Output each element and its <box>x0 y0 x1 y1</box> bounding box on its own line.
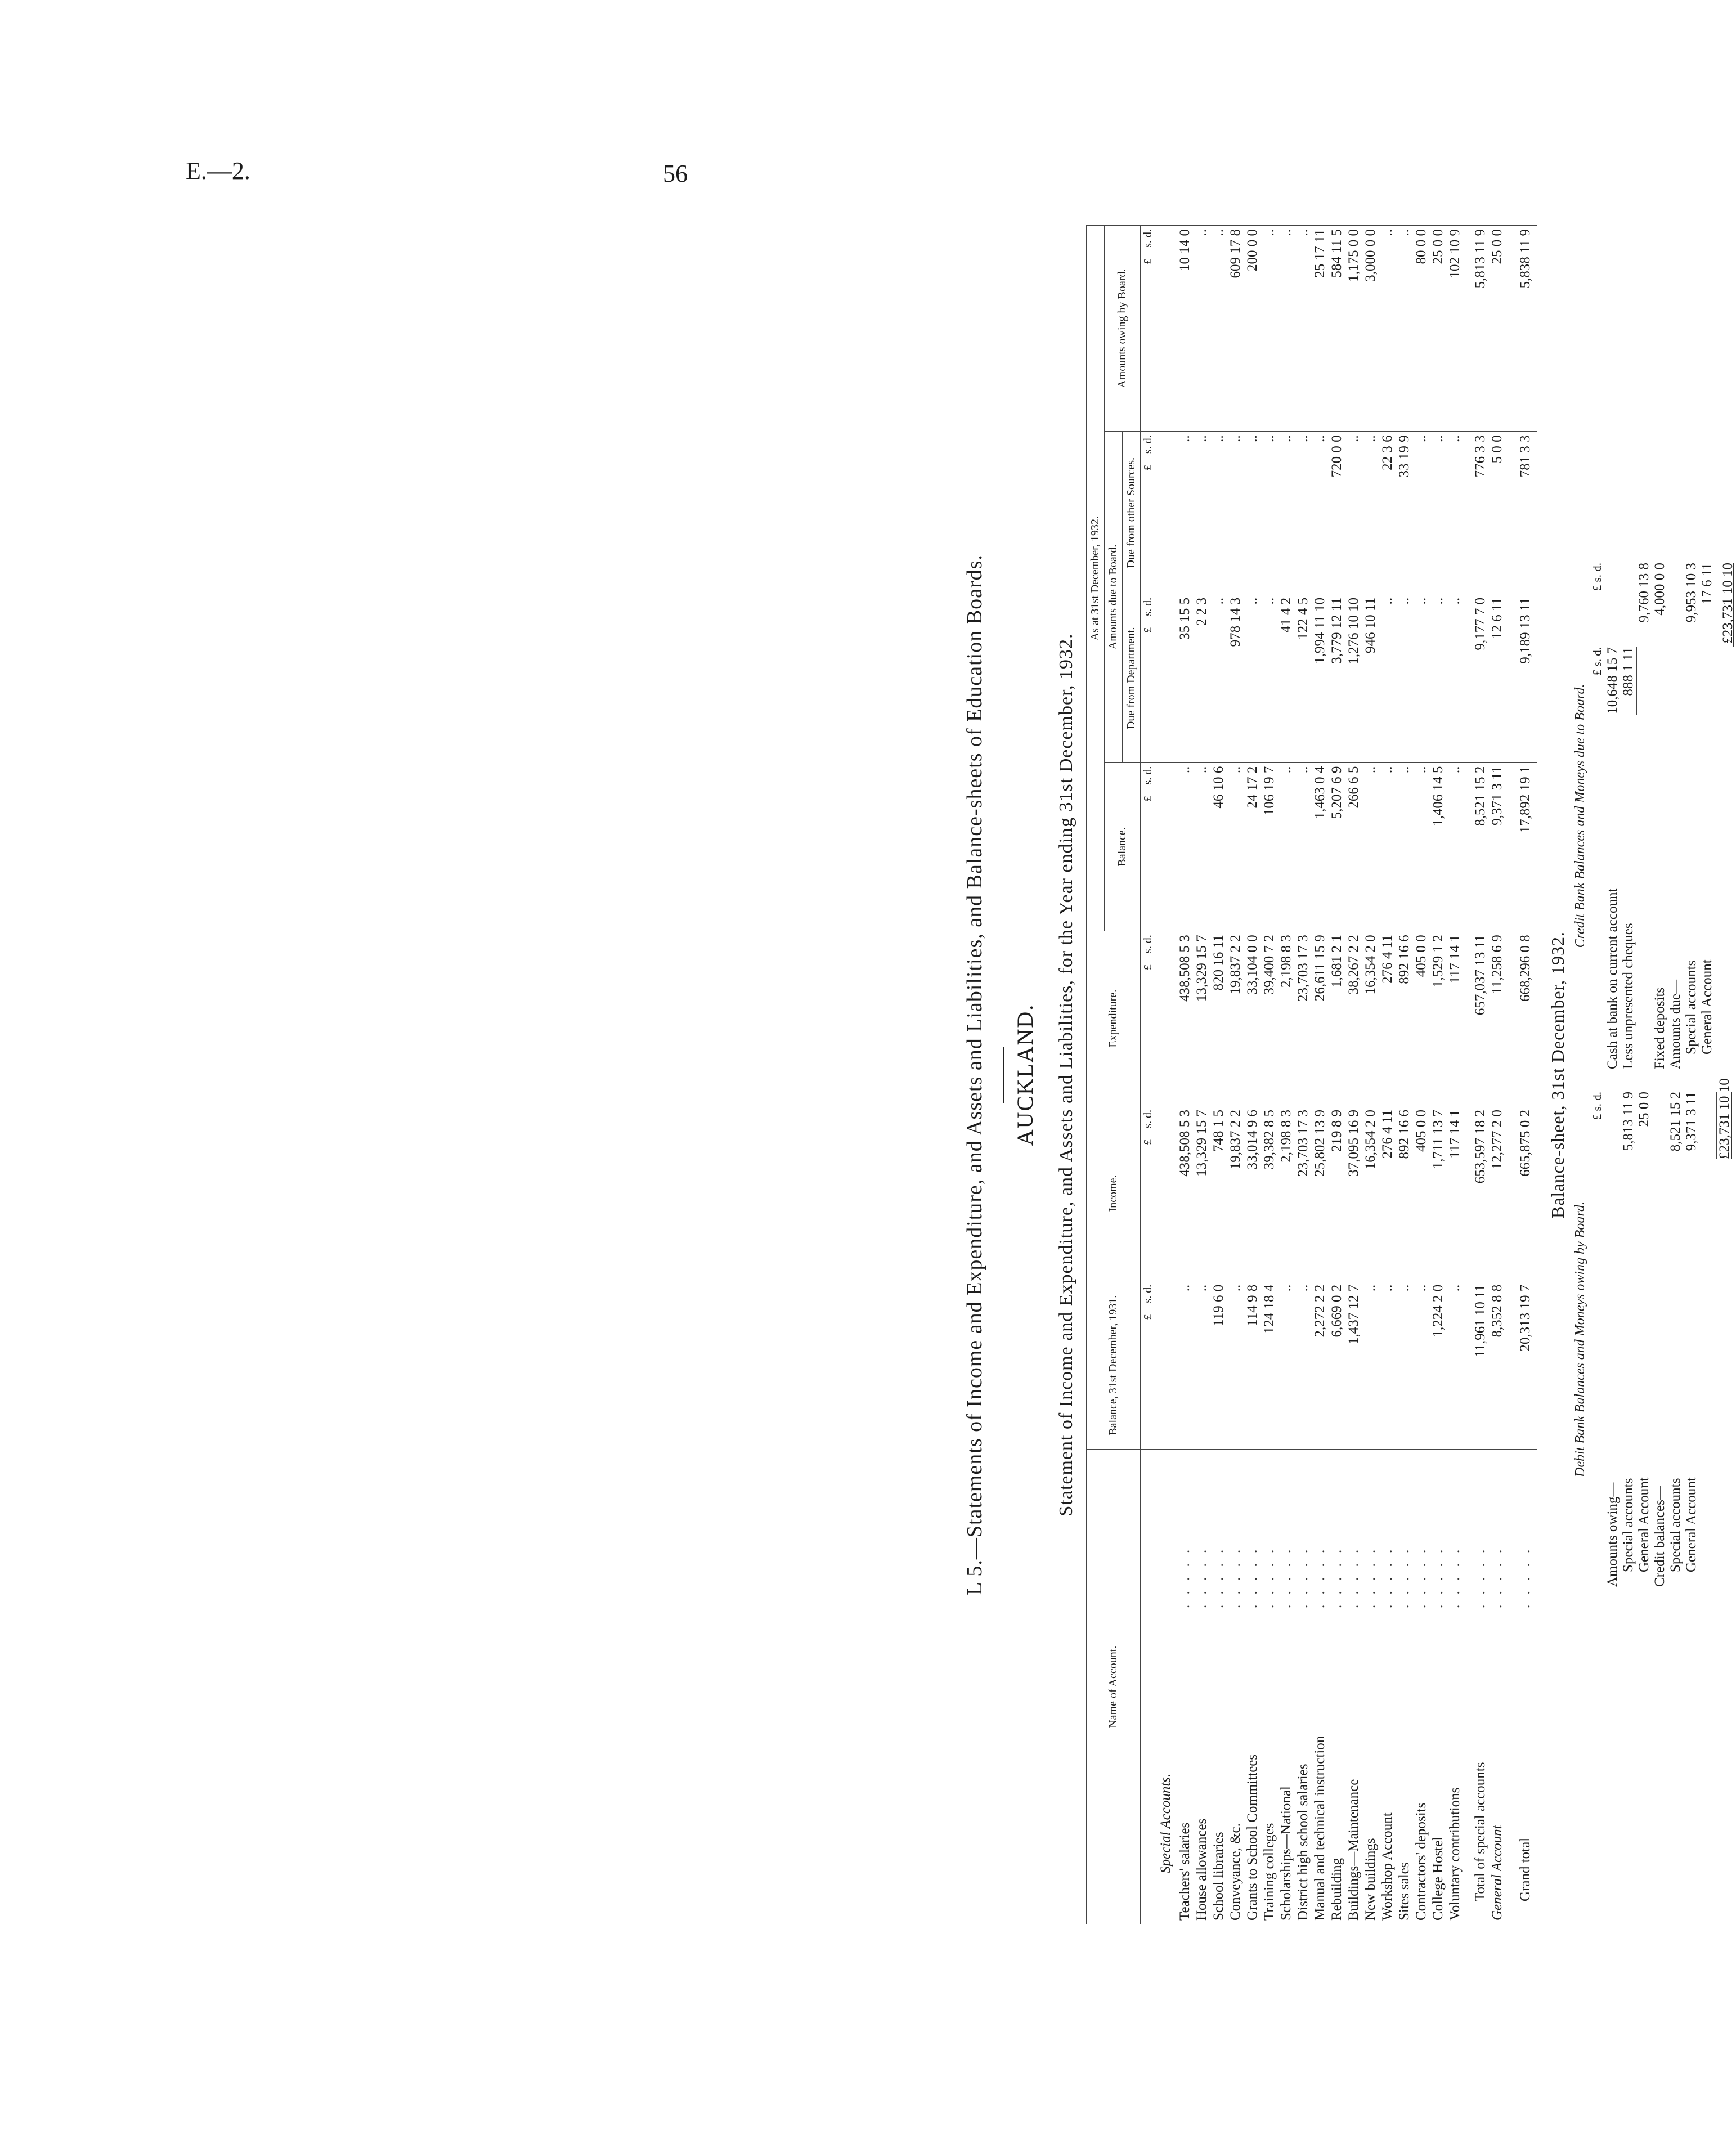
cell-dept: 978 14 3 <box>1227 594 1244 762</box>
cell-dept: 41 4 2 <box>1278 594 1295 762</box>
account-name: College Hostel <box>1430 1612 1447 1924</box>
credit-label: General Account <box>1699 959 1715 1055</box>
cell-exp: 16,354 2 0 <box>1362 931 1379 1106</box>
debit-total: £23,731 10 10 <box>1717 1078 1732 1159</box>
cell-bal31: .. <box>1227 1281 1244 1450</box>
leader-dots: . . . . . <box>1244 1450 1261 1612</box>
cell-income: 12,277 2 0 <box>1489 1106 1506 1281</box>
cell-bal: 9,371 3 11 <box>1489 762 1506 931</box>
account-row <box>1312 226 1329 1924</box>
cell-dept: 946 10 11 <box>1362 594 1379 762</box>
cell-other: .. <box>1278 432 1295 594</box>
cell-other: .. <box>1177 432 1194 594</box>
cell-other: .. <box>1227 432 1244 594</box>
credit-unit-1: £ s. d. <box>1590 647 1604 676</box>
cell-owing: 25 17 11 <box>1312 226 1329 432</box>
cell-other: .. <box>1194 432 1210 594</box>
cell-bal31: .. <box>1194 1281 1210 1450</box>
cell-owing: .. <box>1194 226 1210 432</box>
account-name: Grand total <box>1514 1612 1537 1924</box>
cell-owing: 609 17 8 <box>1227 226 1244 432</box>
header-expenditure: Expenditure. <box>1087 931 1141 1106</box>
cell-dept: .. <box>1430 594 1447 762</box>
account-name: District high school salaries <box>1295 1612 1312 1924</box>
cell-other: .. <box>1345 432 1362 594</box>
cell-owing: 584 11 5 <box>1329 226 1345 432</box>
cell-dept: 35 15 5 <box>1177 594 1194 762</box>
cell-bal: .. <box>1227 762 1244 931</box>
cell-income: 892 16 6 <box>1396 1106 1413 1281</box>
leader-dots: . . . . . <box>1472 1450 1490 1612</box>
account-name: Voluntary contributions <box>1447 1612 1464 1924</box>
statement-title: Statement of Income and Expenditure, and Assets and Liabilities, for the Year ending 31st December, 1932. <box>1056 633 1076 1517</box>
credit-value: 9,953 10 3 <box>1684 563 1699 623</box>
debit-label: Special accounts <box>1621 1478 1636 1572</box>
credit-label: Special accounts <box>1684 960 1699 1055</box>
credit-value: 10,648 15 7 <box>1605 647 1620 714</box>
cell-exp: 820 16 11 <box>1210 931 1227 1106</box>
account-name: Rebuilding <box>1329 1612 1345 1924</box>
account-name: Workshop Account <box>1379 1612 1396 1924</box>
account-name: General Account <box>1489 1612 1506 1924</box>
cell-bal31: .. <box>1177 1281 1194 1450</box>
cell-bal: 106 19 7 <box>1261 762 1278 931</box>
cell-dept: 2 2 3 <box>1194 594 1210 762</box>
cell-other: .. <box>1244 432 1261 594</box>
leader-dots: . . . . . <box>1278 1450 1295 1612</box>
cell-exp: 668,296 0 8 <box>1514 931 1537 1106</box>
cell-owing: 25 0 0 <box>1489 226 1506 432</box>
cell-bal31: .. <box>1396 1281 1413 1450</box>
account-name: Buildings—Maintenance <box>1345 1612 1362 1924</box>
cell-bal31: .. <box>1295 1281 1312 1450</box>
cell-other: .. <box>1430 432 1447 594</box>
cell-owing: .. <box>1210 226 1227 432</box>
cell-exp: 13,329 15 7 <box>1194 931 1210 1106</box>
leader-dots: . . . . . <box>1396 1450 1413 1612</box>
debit-label: Amounts owing— <box>1605 1482 1620 1587</box>
cell-other: .. <box>1261 432 1278 594</box>
leader-dots: . . . . . <box>1345 1450 1362 1612</box>
cell-income: 37,095 16 9 <box>1345 1106 1362 1281</box>
cell-bal: .. <box>1194 762 1210 931</box>
account-row <box>1194 226 1210 1924</box>
cell-income: 39,382 8 5 <box>1261 1106 1278 1281</box>
account-row <box>1379 226 1396 1924</box>
account-row <box>1329 226 1345 1924</box>
cell-exp: 276 4 11 <box>1379 931 1396 1106</box>
leader-dots: . . . . . <box>1489 1450 1506 1612</box>
cell-owing: 5,838 11 9 <box>1514 226 1537 432</box>
account-row <box>1278 226 1295 1924</box>
debit-side <box>1573 1078 1732 1587</box>
cell-bal31: .. <box>1278 1281 1295 1450</box>
cell-exp: 33,104 0 0 <box>1244 931 1261 1106</box>
cell-other: .. <box>1362 432 1379 594</box>
header-balance: Balance. <box>1105 762 1141 931</box>
cell-other: .. <box>1210 432 1227 594</box>
cell-income: 25,802 13 9 <box>1312 1106 1329 1281</box>
cell-owing: 3,000 0 0 <box>1362 226 1379 432</box>
cell-bal31: 11,961 10 11 <box>1472 1281 1490 1450</box>
cell-dept: 1,994 11 10 <box>1312 594 1329 762</box>
cell-owing: .. <box>1295 226 1312 432</box>
cell-dept: .. <box>1413 594 1430 762</box>
debit-value: 25 0 0 <box>1636 1092 1652 1127</box>
account-name: Conveyance, &c. <box>1227 1612 1244 1924</box>
account-row <box>1295 226 1312 1924</box>
cell-owing: .. <box>1379 226 1396 432</box>
cell-bal31: 6,669 0 2 <box>1329 1281 1345 1450</box>
cell-income: 405 0 0 <box>1413 1106 1430 1281</box>
cell-owing: 1,175 0 0 <box>1345 226 1362 432</box>
debit-label: General Account <box>1684 1477 1699 1572</box>
cell-income: 117 14 1 <box>1447 1106 1464 1281</box>
account-row <box>1210 226 1227 1924</box>
cell-other: .. <box>1413 432 1430 594</box>
cell-owing: .. <box>1396 226 1413 432</box>
cell-other: .. <box>1312 432 1329 594</box>
general-account-row <box>1489 226 1506 1924</box>
cell-income: 23,703 17 3 <box>1295 1106 1312 1281</box>
leader-dots: . . . . . <box>1514 1450 1537 1612</box>
account-name: School libraries <box>1210 1612 1227 1924</box>
cell-dept: 122 4 5 <box>1295 594 1312 762</box>
leader-dots: . . . . . <box>1312 1450 1329 1612</box>
cell-dept: .. <box>1261 594 1278 762</box>
section-heading-row <box>1155 226 1177 1924</box>
account-row <box>1396 226 1413 1924</box>
credit-value: 888 1 11 <box>1621 647 1636 696</box>
cell-exp: 19,837 2 2 <box>1227 931 1244 1106</box>
debit-label: Credit balances— <box>1652 1486 1667 1587</box>
main-title: L 5.—Statements of Income and Expenditure, and Assets and Liabilities, and Balance-sheets of Education Boards. <box>963 554 986 1595</box>
header-due-department: Due from Department. <box>1123 594 1141 762</box>
debit-unit: £ s. d. <box>1590 1092 1604 1120</box>
cell-bal: 24 17 2 <box>1244 762 1261 931</box>
cell-bal: .. <box>1396 762 1413 931</box>
header-amounts-owing: Amounts owing by Board. <box>1105 226 1141 432</box>
account-name: Contractors' deposits <box>1413 1612 1430 1924</box>
cell-dept: 1,276 10 10 <box>1345 594 1362 762</box>
account-row <box>1177 226 1194 1924</box>
leader-dots: . . . . . <box>1177 1450 1194 1612</box>
cell-exp: 438,508 5 3 <box>1177 931 1194 1106</box>
cell-dept: .. <box>1379 594 1396 762</box>
cell-income: 16,354 2 0 <box>1362 1106 1379 1281</box>
cell-owing: 5,813 11 9 <box>1472 226 1490 432</box>
cell-bal: 1,406 14 5 <box>1430 762 1447 931</box>
credit-label: Fixed deposits <box>1652 987 1667 1069</box>
cell-other: 5 0 0 <box>1489 432 1506 594</box>
cell-income: 19,837 2 2 <box>1227 1106 1244 1281</box>
cell-other: 776 3 3 <box>1472 432 1490 594</box>
cell-bal: .. <box>1413 762 1430 931</box>
cell-dept: .. <box>1210 594 1227 762</box>
cell-owing: 80 0 0 <box>1413 226 1430 432</box>
credit-unit-2: £ s. d. <box>1590 563 1604 591</box>
cell-exp: 1,681 2 1 <box>1329 931 1345 1106</box>
cell-exp: 1,529 1 2 <box>1430 931 1447 1106</box>
cell-exp: 2,198 8 3 <box>1278 931 1295 1106</box>
leader-dots: . . . . . <box>1413 1450 1430 1612</box>
account-row <box>1362 226 1379 1924</box>
cell-bal: 8,521 15 2 <box>1472 762 1490 931</box>
cell-bal31: 2,272 2 2 <box>1312 1281 1329 1450</box>
credit-heading: Credit Bank Balances and Moneys due to Board. <box>1573 684 1587 948</box>
header-as-at-1932: As at 31st December, 1932. <box>1087 226 1105 931</box>
cell-income: 748 1 5 <box>1210 1106 1227 1281</box>
cell-income: 276 4 11 <box>1379 1106 1396 1281</box>
cell-income: 2,198 8 3 <box>1278 1106 1295 1281</box>
header-name-of-account: Name of Account. <box>1087 1450 1141 1924</box>
cell-owing: 10 14 0 <box>1177 226 1194 432</box>
total-special-row <box>1472 226 1490 1924</box>
account-name: Scholarships—National <box>1278 1612 1295 1924</box>
cell-exp: 38,267 2 2 <box>1345 931 1362 1106</box>
debit-label: Special accounts <box>1668 1478 1683 1572</box>
cell-other: 22 3 6 <box>1379 432 1396 594</box>
cell-bal31: 114 9 8 <box>1244 1281 1261 1450</box>
debit-value: 8,521 15 2 <box>1668 1092 1683 1152</box>
leader-dots: . . . . . <box>1194 1450 1210 1612</box>
credit-label: Cash at bank on current account <box>1605 888 1620 1069</box>
cell-exp: 23,703 17 3 <box>1295 931 1312 1106</box>
cell-bal: 1,463 0 4 <box>1312 762 1329 931</box>
header-income: Income. <box>1087 1106 1141 1281</box>
cell-bal: 46 10 6 <box>1210 762 1227 931</box>
title-rule <box>1003 1047 1004 1103</box>
cell-exp: 657,037 13 11 <box>1472 931 1490 1106</box>
cell-bal: .. <box>1177 762 1194 931</box>
debit-heading: Debit Bank Balances and Moneys owing by Board. <box>1573 1201 1587 1477</box>
cell-bal: 17,892 19 1 <box>1514 762 1537 931</box>
cell-exp: 26,611 15 9 <box>1312 931 1329 1106</box>
cell-dept: 9,189 13 11 <box>1514 594 1537 762</box>
leader-dots: . . . . . <box>1447 1450 1464 1612</box>
leader-dots: . . . . . <box>1295 1450 1312 1612</box>
cell-exp: 892 16 6 <box>1396 931 1413 1106</box>
leader-dots: . . . . . <box>1227 1450 1244 1612</box>
account-name: House allowances <box>1194 1612 1210 1924</box>
cell-exp: 39,400 7 2 <box>1261 931 1278 1106</box>
credit-label: Amounts due— <box>1668 979 1683 1069</box>
credit-value: 17 6 11 <box>1699 563 1715 605</box>
account-name: Teachers' salaries <box>1177 1612 1194 1924</box>
cell-income: 33,014 9 6 <box>1244 1106 1261 1281</box>
cell-exp: 11,258 6 9 <box>1489 931 1506 1106</box>
cell-income: 13,329 15 7 <box>1194 1106 1210 1281</box>
account-row <box>1345 226 1362 1924</box>
rotated-page-content <box>945 203 1733 1947</box>
account-row <box>1447 226 1464 1924</box>
header-due-other: Due from other Sources. <box>1123 432 1141 594</box>
cell-bal31: 8,352 8 8 <box>1489 1281 1506 1450</box>
debit-label: General Account <box>1636 1477 1652 1572</box>
credit-value: 9,760 13 8 <box>1636 563 1652 623</box>
document-reference: E.—2. <box>186 157 250 185</box>
accounts-table <box>1086 225 1537 1924</box>
cell-bal: .. <box>1278 762 1295 931</box>
leader-dots: . . . . . <box>1430 1450 1447 1612</box>
cell-owing: 102 10 9 <box>1447 226 1464 432</box>
leader-dots: . . . . . <box>1210 1450 1227 1612</box>
cell-bal: .. <box>1362 762 1379 931</box>
account-row <box>1261 226 1278 1924</box>
cell-bal31: 1,224 2 0 <box>1430 1281 1447 1450</box>
debit-value: 5,813 11 9 <box>1621 1092 1636 1151</box>
cell-bal31: .. <box>1379 1281 1396 1450</box>
spacer-row <box>1464 226 1472 1924</box>
cell-bal31: .. <box>1362 1281 1379 1450</box>
account-name: New buildings <box>1362 1612 1379 1924</box>
header-amounts-due: Amounts due to Board. <box>1105 432 1123 762</box>
cell-dept: .. <box>1244 594 1261 762</box>
cell-dept: 12 6 11 <box>1489 594 1506 762</box>
units-row: £ s. d. £ s. d. £ s. d. £ s. d. £ s. d. £ s. d. £ s. d. <box>1141 226 1156 1924</box>
cell-bal31: 119 6 0 <box>1210 1281 1227 1450</box>
cell-other: .. <box>1295 432 1312 594</box>
debit-value: 9,371 3 11 <box>1684 1092 1699 1151</box>
leader-dots: . . . . . <box>1362 1450 1379 1612</box>
cell-bal31: .. <box>1447 1281 1464 1450</box>
cell-bal: 5,207 6 9 <box>1329 762 1345 931</box>
spacer-row <box>1506 226 1514 1924</box>
account-row <box>1413 226 1430 1924</box>
account-name: Manual and technical instruction <box>1312 1612 1329 1924</box>
account-name: Grants to School Committees <box>1244 1612 1261 1924</box>
cell-owing: 25 0 0 <box>1430 226 1447 432</box>
cell-income: 653,597 18 2 <box>1472 1106 1490 1281</box>
region-heading: AUCKLAND. <box>1012 1003 1038 1146</box>
cell-exp: 405 0 0 <box>1413 931 1430 1106</box>
cell-bal31: 1,437 12 7 <box>1345 1281 1362 1450</box>
cell-other: 33 19 9 <box>1396 432 1413 594</box>
account-row <box>1430 226 1447 1924</box>
cell-bal: .. <box>1447 762 1464 931</box>
account-name: Sites sales <box>1396 1612 1413 1924</box>
credit-total: £23,731 10 10 <box>1720 563 1735 647</box>
header-balance-1931: Balance, 31st December, 1931. <box>1087 1281 1141 1450</box>
balance-sheet-title: Balance-sheet, 31st December, 1932. <box>1547 931 1568 1218</box>
cell-owing: .. <box>1261 226 1278 432</box>
cell-other: 781 3 3 <box>1514 432 1537 594</box>
cell-bal: .. <box>1295 762 1312 931</box>
account-row <box>1244 226 1261 1924</box>
cell-bal: .. <box>1379 762 1396 931</box>
leader-dots: . . . . . <box>1329 1450 1345 1612</box>
cell-income: 1,711 13 7 <box>1430 1106 1447 1281</box>
page-number: 56 <box>663 160 688 187</box>
cell-dept: 9,177 7 0 <box>1472 594 1490 762</box>
credit-label: Less unpresented cheques <box>1621 923 1636 1069</box>
cell-owing: .. <box>1278 226 1295 432</box>
cell-other: 720 0 0 <box>1329 432 1345 594</box>
account-name: Training colleges <box>1261 1612 1278 1924</box>
account-row <box>1227 226 1244 1924</box>
cell-bal31: .. <box>1413 1281 1430 1450</box>
cell-income: 665,875 0 2 <box>1514 1106 1537 1281</box>
cell-dept: 3,779 12 11 <box>1329 594 1345 762</box>
leader-dots: . . . . . <box>1379 1450 1396 1612</box>
section-special-accounts: Special Accounts. <box>1155 1612 1177 1924</box>
cell-bal: 266 6 5 <box>1345 762 1362 931</box>
cell-income: 219 8 9 <box>1329 1106 1345 1281</box>
cell-income: 438,508 5 3 <box>1177 1106 1194 1281</box>
cell-exp: 117 14 1 <box>1447 931 1464 1106</box>
cell-dept: .. <box>1447 594 1464 762</box>
cell-other: .. <box>1447 432 1464 594</box>
cell-bal31: 20,313 19 7 <box>1514 1281 1537 1450</box>
credit-value: 4,000 0 0 <box>1652 563 1667 616</box>
leader-dots: . . . . . <box>1261 1450 1278 1612</box>
grand-total-row <box>1514 226 1537 1924</box>
credit-side <box>1573 563 1735 1069</box>
cell-owing: 200 0 0 <box>1244 226 1261 432</box>
cell-bal31: 124 18 4 <box>1261 1281 1278 1450</box>
account-name: Total of special accounts <box>1472 1612 1490 1924</box>
cell-dept: .. <box>1396 594 1413 762</box>
